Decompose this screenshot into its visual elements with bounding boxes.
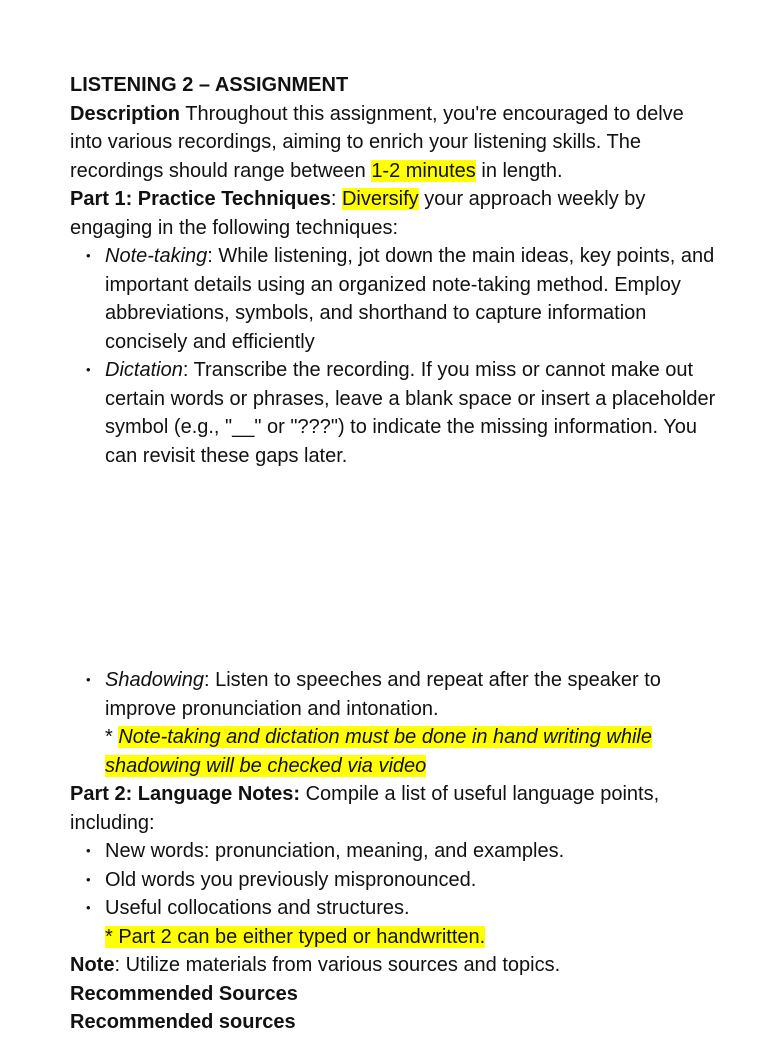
bullet-icon: • [86, 871, 91, 887]
description-paragraph [70, 100, 720, 186]
description-label: Description [70, 102, 181, 125]
recommended-sources-heading-2: Recommended sources [70, 1011, 296, 1033]
technique-text: : Transcribe the recording. If you miss or cannot make out certain words or phrases, leave a blank space or insert a placeholder symbol (e.g., "__" or "???") to indicate the missing information. You can revisit these gaps later. [105, 359, 716, 467]
note-star: * [105, 726, 119, 748]
bullet-icon: • [86, 362, 91, 377]
part2-paragraph [70, 780, 720, 837]
bullet-icon: • [86, 672, 91, 687]
document-page [70, 71, 720, 1037]
list-item-shadowing [70, 666, 720, 723]
part1-technique-list [70, 242, 720, 470]
technique-text: : While listening, jot down the main ideas, key points, and important details using an organized note-taking method. Employ abbreviations, symbols, and shorthand to capture information concisely and efficiently [105, 245, 715, 353]
part1-label: Part 1: Practice Techniques [70, 188, 331, 210]
list-item-text: New words: pronunciation, meaning, and examples. [105, 840, 565, 862]
list-item-note-taking [70, 242, 720, 356]
bullet-icon: • [86, 843, 91, 858]
note-label: Note [70, 954, 115, 976]
technique-text: : Listen to speeches and repeat after the speaker to improve pronunciation and intonation. [105, 669, 661, 720]
list-item-text: Old words you previously mispronounced. [105, 868, 477, 891]
list-item [70, 866, 720, 895]
part2-note-highlight: * Part 2 can be either typed or handwritten. [105, 925, 486, 948]
note-paragraph [70, 951, 720, 980]
part1-note-highlight: Note-taking and dictation must be done in hand writing while shadowing will be checked via video [105, 726, 652, 777]
technique-term: Shadowing [105, 669, 204, 691]
part1-separator: : [330, 188, 342, 210]
description-text-end: in length. [475, 159, 563, 182]
list-item-text: Useful collocations and structures. [105, 897, 410, 919]
part1-paragraph [70, 185, 720, 242]
part1-text: your approach weekly by engaging in the following techniques: [70, 188, 646, 239]
part2-note [70, 923, 720, 952]
list-item [70, 894, 720, 923]
part2-list [70, 837, 720, 923]
recommended-sources-heading: Recommended Sources [70, 982, 298, 1005]
diversify-highlight: Diversify [341, 188, 419, 210]
technique-term: Dictation [105, 359, 183, 381]
part1-note [70, 723, 720, 780]
part2-text: Compile a list of useful language points, including: [70, 783, 660, 834]
bullet-icon: • [86, 248, 91, 263]
technique-term: Note-taking [105, 245, 208, 267]
assignment-title: LISTENING 2 – ASSIGNMENT [70, 74, 349, 96]
list-item-dictation [70, 356, 720, 470]
duration-highlight: 1-2 minutes [371, 159, 476, 182]
part2-label: Part 2: Language Notes: [70, 783, 301, 805]
note-text: : Utilize materials from various sources and topics. [114, 954, 561, 976]
part1-technique-list-continued [70, 666, 720, 723]
bullet-icon: • [86, 900, 91, 915]
blank-space [70, 470, 720, 666]
description-text: Throughout this assignment, you're encouraged to delve into various recordings, aiming to enrich your listening skills. The recordings should range between [70, 102, 684, 182]
list-item [70, 837, 720, 866]
